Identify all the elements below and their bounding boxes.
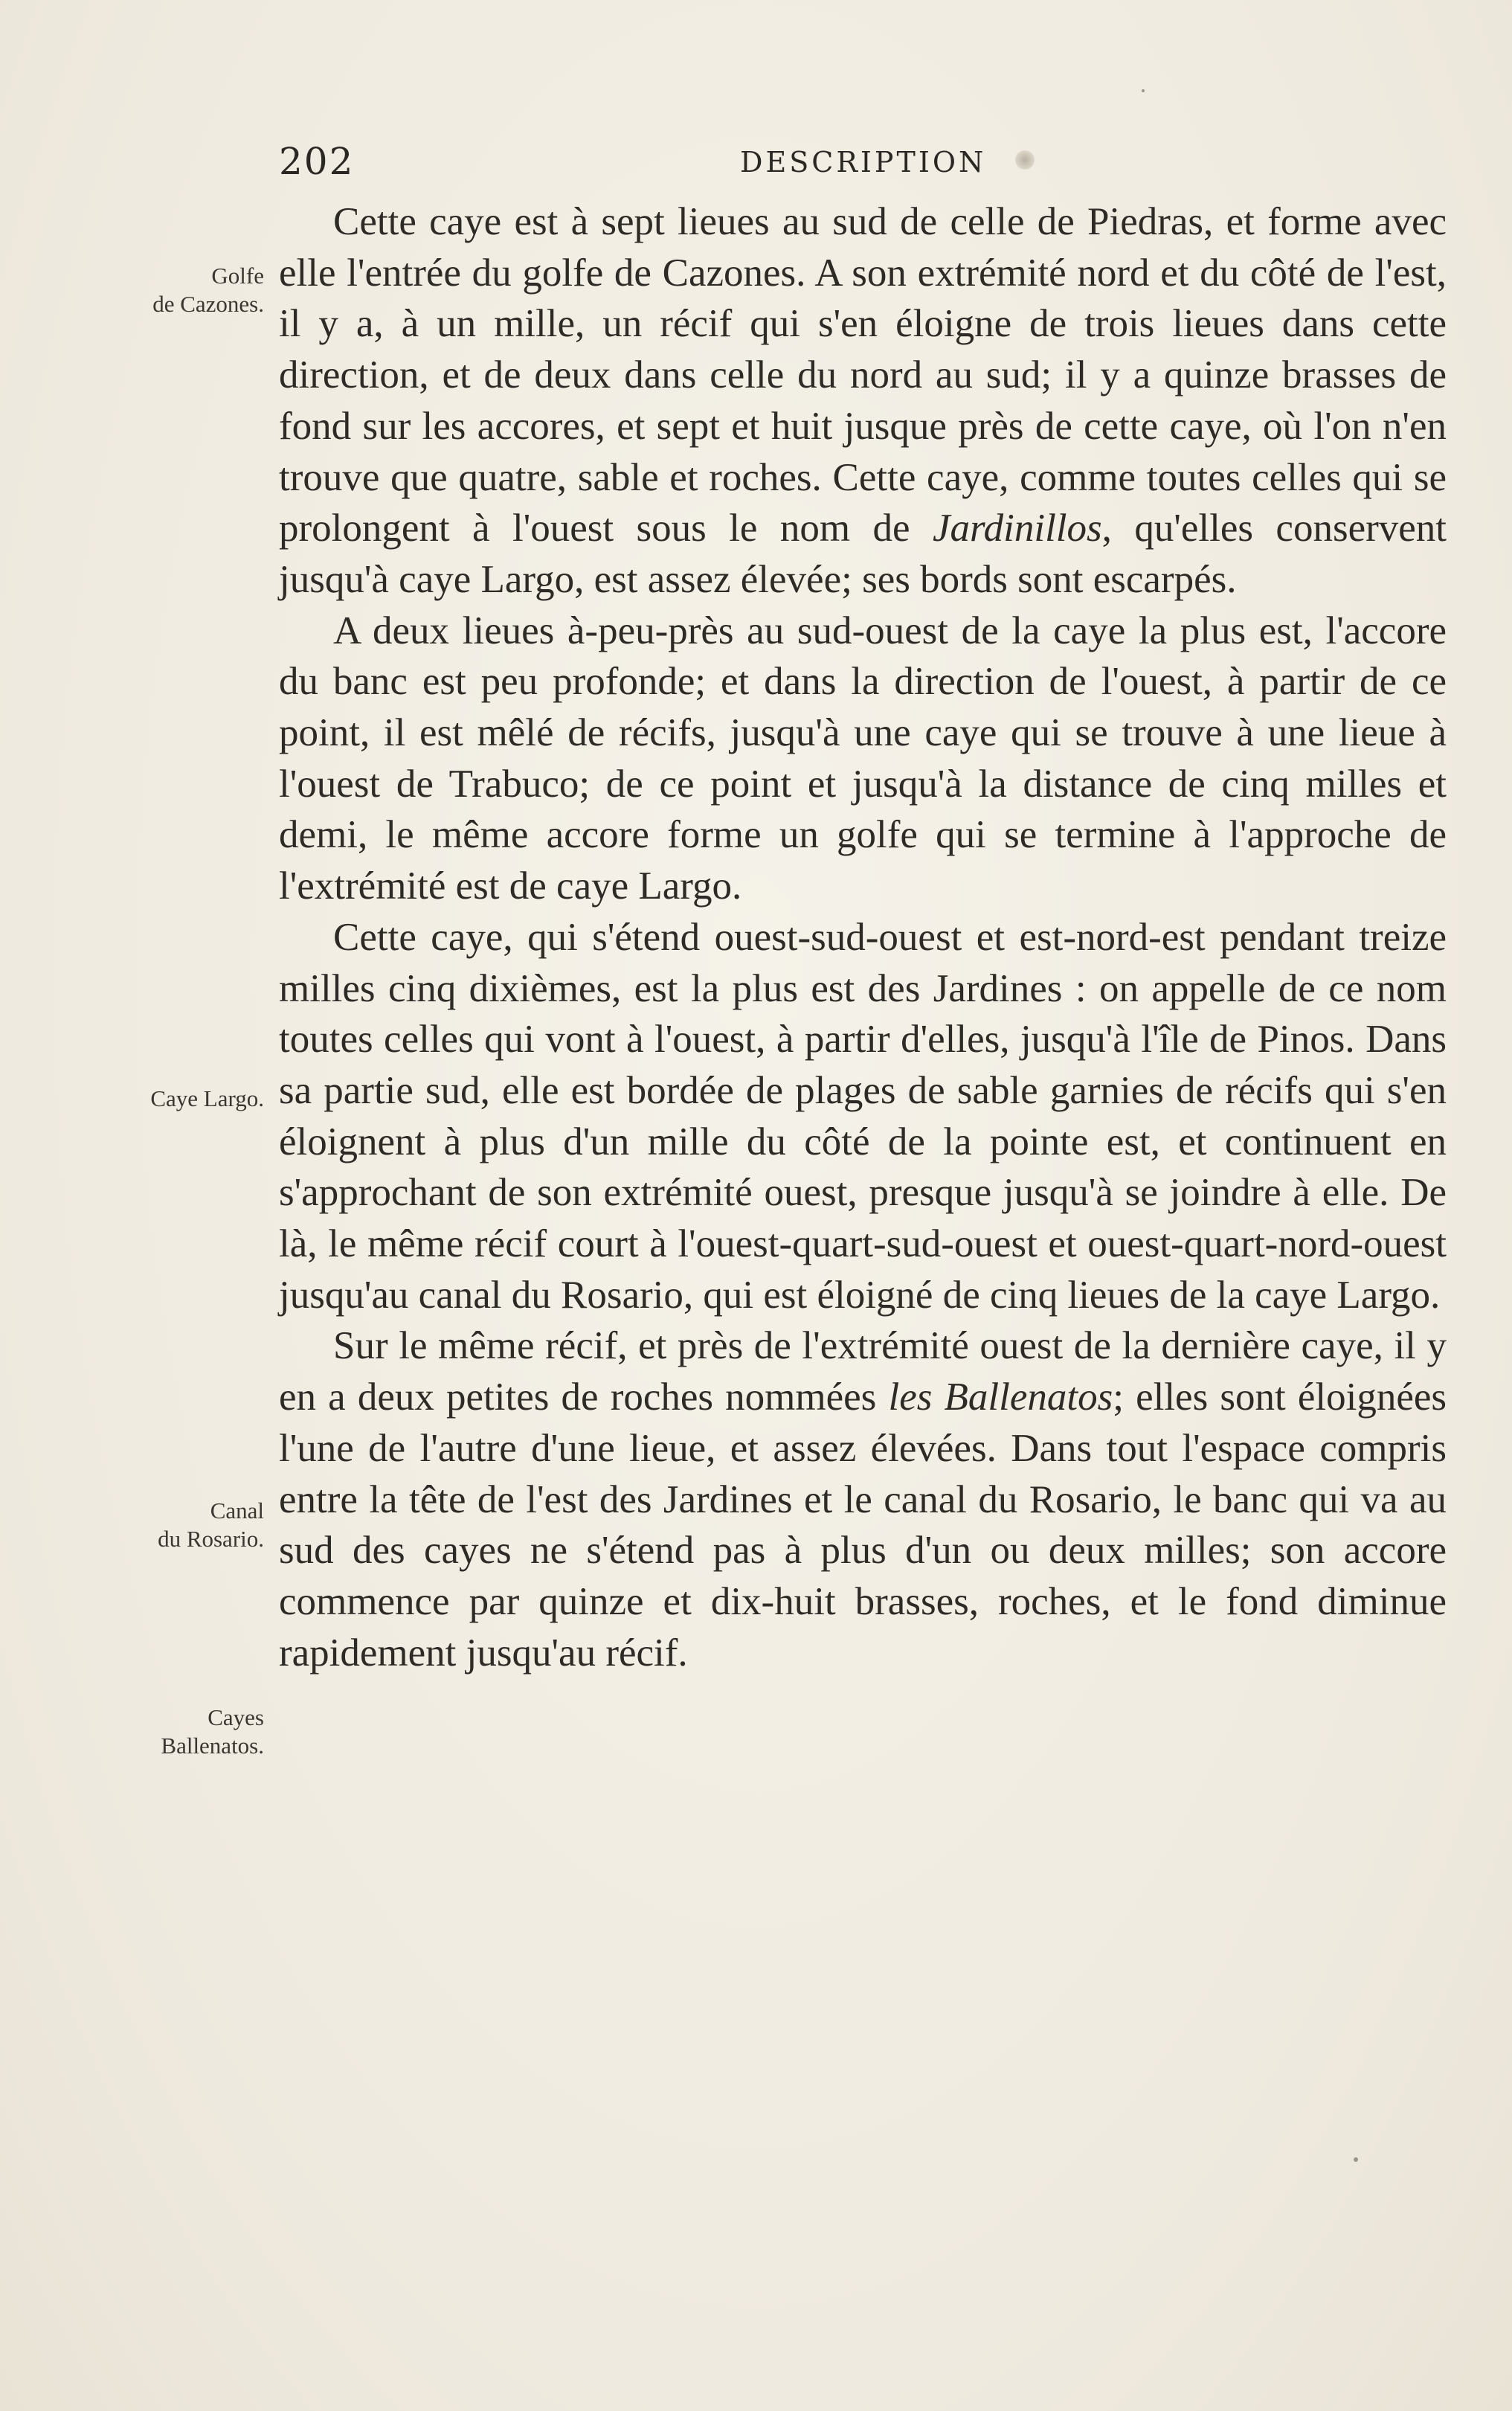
paper-speck bbox=[1354, 2157, 1358, 2162]
margin-note-line: Golfe bbox=[211, 263, 264, 289]
margin-note-line: Cayes bbox=[208, 1704, 264, 1730]
margin-note-line: du Rosario. bbox=[158, 1526, 264, 1552]
margin-note-line: Ballenatos. bbox=[161, 1733, 264, 1759]
paragraph-text: Sur le même récif, et près de l'extrémité ouest de la dernière caye, il y en a deux petites de roches nommées bbox=[279, 1324, 1447, 1419]
body-text bbox=[279, 196, 1447, 1678]
margin-note-cayes-ballenatos bbox=[89, 1704, 264, 1760]
paragraph bbox=[279, 196, 1447, 606]
paragraph bbox=[279, 1320, 1447, 1678]
page-header bbox=[279, 140, 1439, 192]
page-number: 202 bbox=[279, 140, 355, 183]
italic-place-name: Jardinillos bbox=[932, 507, 1102, 550]
running-head: DESCRIPTION bbox=[740, 146, 987, 179]
italic-place-name: les Ballenatos bbox=[888, 1375, 1113, 1419]
paragraph-text: , qu'elles conservent jusqu'à caye Largo, est assez élevée; ses bords sont escarpés. bbox=[279, 507, 1447, 601]
paper-speck bbox=[1142, 89, 1145, 92]
paragraph-text: Cette caye est à sept lieues au sud de celle de Piedras, et forme avec elle l'entrée du golfe de Cazones. A son extrémité nord et du côté de l'est, il y a, à un mille, un récif qui s'en éloigne de trois lieues dans cette direction, et de deux dans celle du nord au sud; il y a quinze brasses de fond sur les accores, et sept et huit jusque près de cette caye, où l'on n'en trouve que quatre, sable et roches. Cette caye, comme toutes celles qui se prolongent à l'ouest sous le nom de bbox=[279, 200, 1447, 550]
ink-blot-mark bbox=[1015, 150, 1035, 170]
paragraph-text: ; elles sont éloignées l'une de l'autre d'une lieue, et assez élevées. Dans tout l'espace compris entre la tête de l'est des Jardines et le canal du Rosario, le banc qui va au sud des cayes ne s'étend pas à plus d'un ou deux milles; son accore commence par quinze et dix-huit brasses, roches, et le fond diminue rapidement jusqu'au récif. bbox=[279, 1375, 1447, 1675]
margin-note-line: de Cazones. bbox=[152, 291, 264, 317]
margin-note-line: Caye Largo. bbox=[150, 1085, 264, 1111]
margin-note-canal-rosario bbox=[89, 1497, 264, 1553]
margin-note-line: Canal bbox=[210, 1497, 264, 1524]
margin-note-golfe-cazones bbox=[89, 262, 264, 318]
paragraph: A deux lieues à-peu-près au sud-ouest de la caye la plus est, l'accore du banc est peu profonde; et dans la direction de l'ouest, à partir de ce point, il est mêlé de récifs, jusqu'à une caye qui se trouve à une lieue à l'ouest de Trabuco; de ce point et jusqu'à la distance de cinq milles et demi, le même accore forme un golfe qui se termine à l'approche de l'extrémité est de caye Largo. bbox=[279, 609, 1447, 908]
margin-note-caye-largo bbox=[89, 1085, 264, 1113]
paragraph: Cette caye, qui s'étend ouest-sud-ouest et est-nord-est pendant treize milles cinq dixièmes, est la plus est des Jardines : on appelle de ce nom toutes celles qui vont à l'ouest, à partir d'elles, jusqu'à l'île de Pinos. Dans sa partie sud, elle est bordée de plages de sable garnies de récifs qui s'en éloignent à plus d'un mille du côté de la pointe est, et continuent en s'approchant de son extrémité ouest, presque jusqu'à se joindre à elle. De là, le même récif court à l'ouest-quart-sud-ouest et ouest-quart-nord-ouest jusqu'au canal du Rosario, qui est éloigné de cinq lieues de la caye Largo. bbox=[279, 915, 1447, 1317]
